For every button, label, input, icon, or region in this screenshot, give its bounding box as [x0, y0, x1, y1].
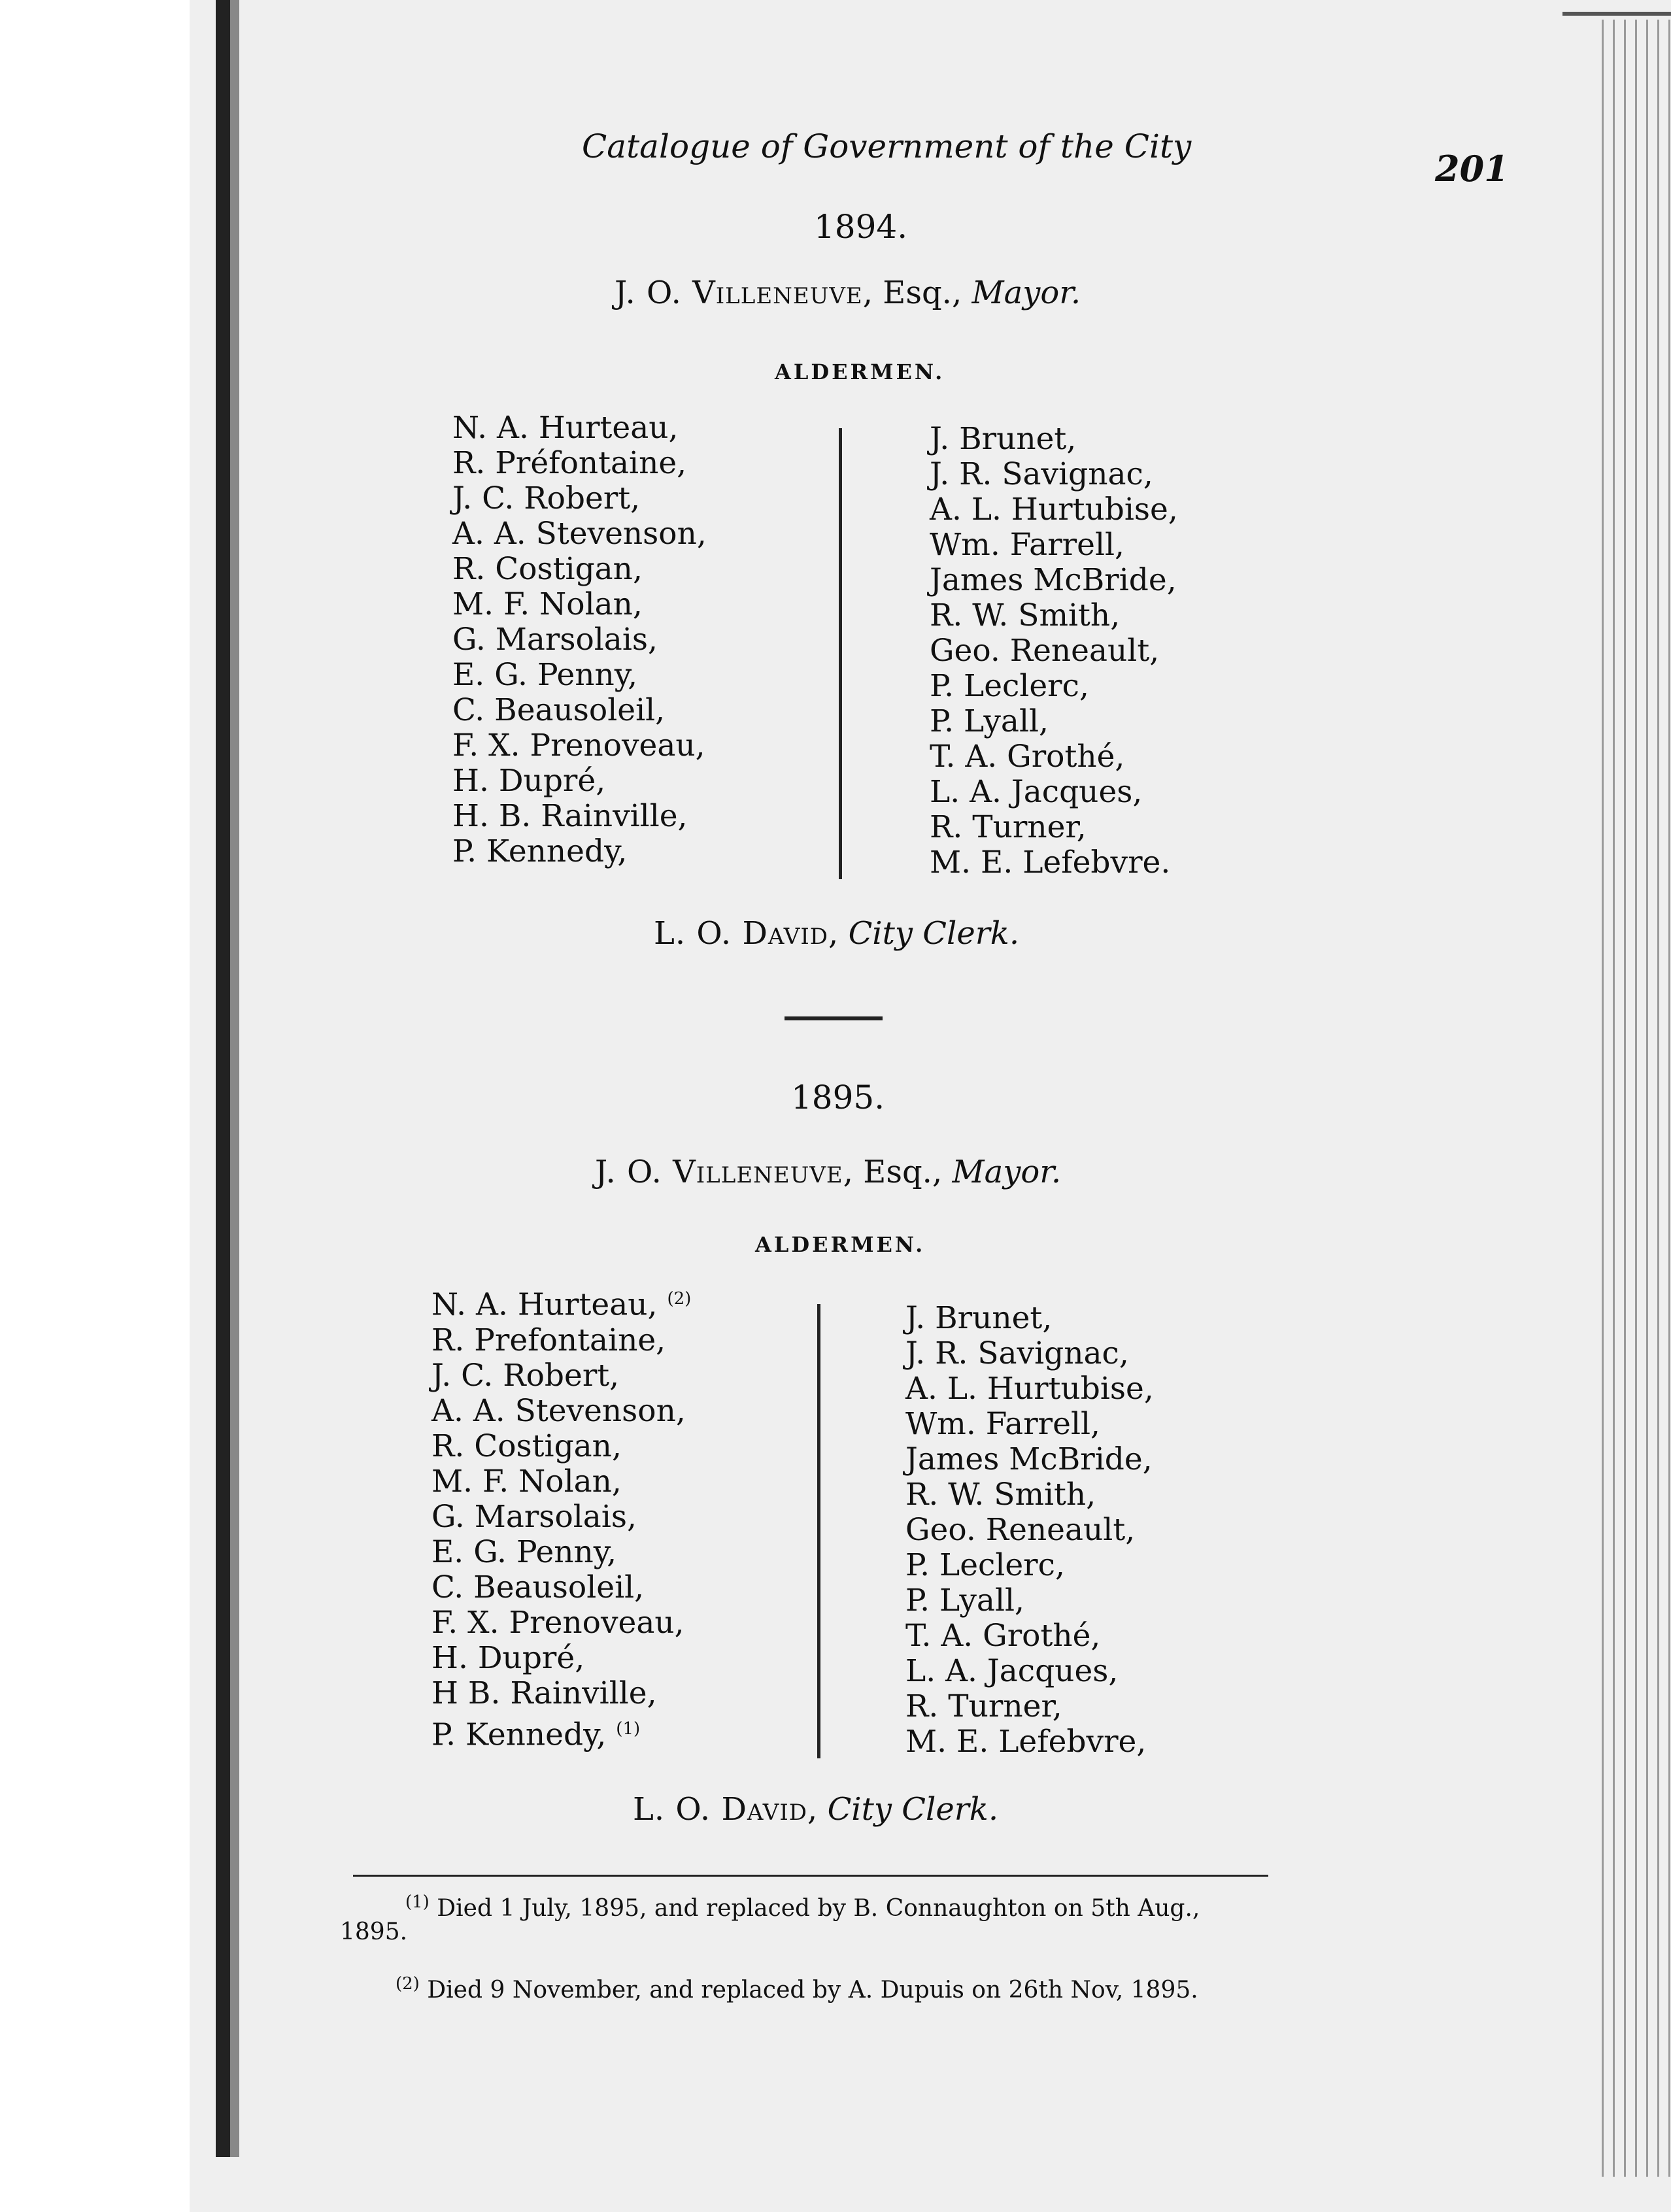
alderman-name: A. A. Stevenson,: [452, 516, 707, 552]
alderman-name: N. A. Hurteau,: [452, 410, 679, 446]
alderman-name: P. Lyall,: [905, 1583, 1024, 1618]
clerk-name: L. O. David: [654, 915, 829, 952]
alderman-name: M. F. Nolan,: [452, 586, 643, 622]
aldermen-right-column: [930, 422, 1178, 880]
alderman-name: M. E. Lefebvre,: [905, 1724, 1147, 1760]
footnote-1-text: Died 1 July, 1895, and replaced by B. Connaughton on 5th Aug.,: [437, 1895, 1200, 1922]
alderman-name: A. L. Hurtubise,: [930, 492, 1178, 528]
alderman-name: P. Lyall,: [930, 703, 1049, 739]
alderman-name: L. A. Jacques,: [930, 774, 1143, 810]
alderman-name: F. X. Prenoveau,: [431, 1604, 684, 1641]
clerk-line: L. O. David, City Clerk.: [633, 1791, 999, 1828]
alderman-name: G. Marsolais,: [431, 1498, 637, 1535]
alderman-name: N. A. Hurteau, $^{(2)}$: [431, 1286, 692, 1323]
alderman-name: L. A. Jacques,: [905, 1653, 1119, 1689]
clerk-line: L. O. David, City Clerk.: [654, 915, 1020, 952]
mayor-suffix: , Esq.,: [862, 275, 962, 311]
alderman-name: P. Leclerc,: [930, 668, 1089, 704]
alderman-name: P. Kennedy,: [452, 833, 628, 869]
mayor-title: Mayor.: [971, 275, 1081, 311]
alderman-name: M. E. Lefebvre.: [930, 845, 1171, 880]
binding-shadow: [230, 0, 239, 2157]
mayor-suffix: , Esq.,: [843, 1154, 943, 1190]
footnote-1-line1: [405, 1892, 1200, 1922]
alderman-name: Geo. Reneault,: [930, 633, 1160, 669]
alderman-name: J. C. Robert,: [452, 480, 641, 516]
alderman-name: Wm. Farrell,: [905, 1406, 1100, 1442]
binding-edge: [216, 0, 230, 2157]
alderman-name: J. Brunet,: [930, 421, 1077, 457]
mayor-line: [615, 275, 1081, 311]
clerk-name: L. O. David: [633, 1791, 808, 1828]
page: [190, 0, 1671, 2212]
year-heading: 1895.: [791, 1079, 885, 1116]
running-head: Catalogue of Government of the City: [582, 127, 1192, 165]
alderman-name: R. W. Smith,: [930, 597, 1121, 633]
alderman-name: J. R. Savignac,: [905, 1335, 1129, 1371]
alderman-name: C. Beausoleil,: [452, 692, 666, 728]
column-divider: [839, 428, 842, 879]
mayor-name: J. O. Villeneuve: [615, 275, 863, 311]
alderman-name: J. Brunet,: [905, 1300, 1053, 1336]
alderman-name: R. W. Smith,: [905, 1477, 1096, 1513]
aldermen-left-column: [431, 1281, 691, 1752]
alderman-name: R. Costigan,: [452, 551, 643, 587]
alderman-name: Wm. Farrell,: [930, 527, 1124, 563]
footnote-ref: (1): [616, 1718, 641, 1739]
footnote-2: [396, 1974, 1198, 2003]
alderman-name: R. Turner,: [905, 1688, 1062, 1724]
year-heading: 1894.: [814, 208, 908, 246]
alderman-name: P. Leclerc,: [905, 1547, 1065, 1583]
footnote-2-text: Died 9 November, and replaced by A. Dupuis on 26th Nov, 1895.: [427, 1977, 1198, 2003]
alderman-name: Geo. Reneault,: [905, 1512, 1136, 1548]
alderman-name: F. X. Prenoveau,: [452, 728, 705, 763]
alderman-name: R. Préfontaine,: [452, 445, 687, 481]
mayor-name: J. O. Villeneuve: [595, 1154, 843, 1190]
aldermen-heading: ALDERMEN.: [755, 1232, 926, 1257]
alderman-name: James McBride,: [930, 562, 1177, 598]
section-divider: [785, 1016, 883, 1020]
alderman-name: T. A. Grothé,: [930, 739, 1125, 775]
mayor-line: [595, 1154, 1061, 1190]
alderman-name: E. G. Penny,: [452, 657, 638, 693]
alderman-name: C. Beausoleil,: [431, 1569, 645, 1605]
alderman-name: R. Turner,: [930, 809, 1087, 845]
alderman-name: P. Kennedy, $^{(1)}$: [431, 1717, 641, 1753]
alderman-name: H. Dupré,: [452, 763, 606, 799]
footnote-1-line2: 1895.: [340, 1919, 408, 1945]
footnote-mark: (1): [405, 1892, 430, 1912]
alderman-name: H. B. Rainville,: [452, 798, 688, 834]
alderman-name: James McBride,: [905, 1441, 1153, 1477]
mayor-title: Mayor.: [952, 1154, 1062, 1190]
footnote-ref: (2): [667, 1289, 692, 1309]
page-number: 201: [1435, 148, 1509, 190]
aldermen-left-column: [452, 411, 707, 869]
column-divider: [817, 1304, 820, 1758]
alderman-name: A. A. Stevenson,: [431, 1392, 686, 1429]
alderman-name: R. Costigan,: [431, 1428, 622, 1464]
alderman-name: J. R. Savignac,: [930, 456, 1153, 492]
alderman-name: E. G. Penny,: [431, 1533, 617, 1570]
footnote-rule: [353, 1875, 1268, 1877]
alderman-name: G. Marsolais,: [452, 622, 658, 658]
page-stack-edges: [1593, 20, 1671, 2177]
alderman-name: T. A. Grothé,: [905, 1618, 1101, 1654]
alderman-name: H. Dupré,: [431, 1639, 585, 1676]
alderman-name: H B. Rainville,: [431, 1675, 657, 1711]
alderman-name: R. Prefontaine,: [431, 1322, 666, 1358]
aldermen-heading: ALDERMEN.: [775, 360, 945, 384]
footnote-mark: (2): [396, 1974, 420, 1994]
clerk-title: City Clerk.: [827, 1791, 999, 1828]
alderman-name: J. C. Robert,: [431, 1357, 620, 1394]
alderman-name: M. F. Nolan,: [431, 1463, 622, 1500]
clerk-title: City Clerk.: [848, 915, 1020, 952]
aldermen-right-column: [905, 1301, 1154, 1760]
top-edge-mark: [1562, 12, 1671, 16]
alderman-name: A. L. Hurtubise,: [905, 1371, 1154, 1407]
